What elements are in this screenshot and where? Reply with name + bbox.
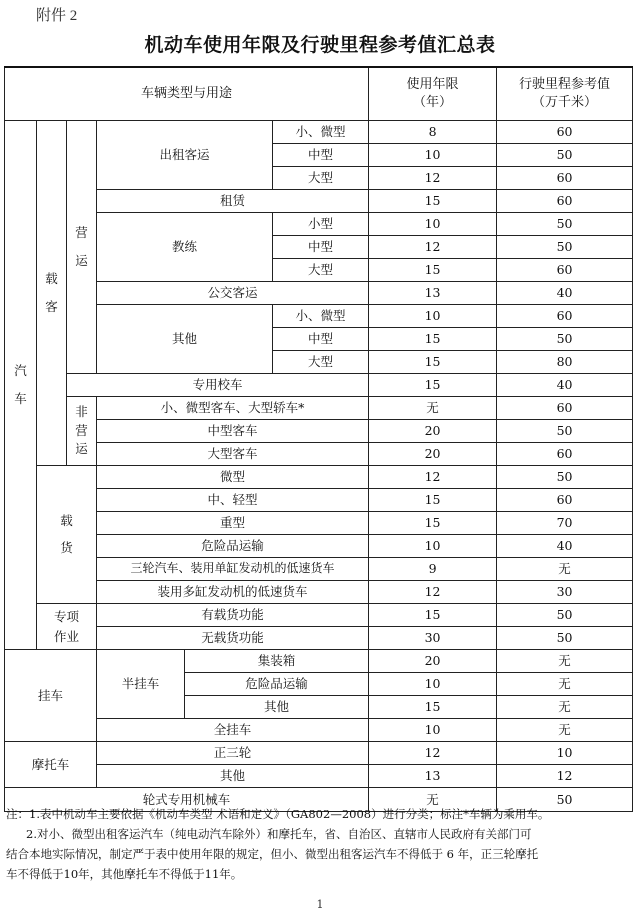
note-line: 2.对小、微型出租客运汽车（纯电动汽车除外）和摩托车，省、自治区、直辖市人民政府有关部门可 <box>26 827 532 841</box>
years-cell: 15 <box>369 512 497 535</box>
subgroup-school-bus: 专用校车 <box>67 374 369 397</box>
years-cell: 8 <box>369 121 497 144</box>
cargo-item: 三轮汽车、装用单缸发动机的低速货车 <box>97 558 369 581</box>
size-cell: 小、微型 <box>273 305 369 328</box>
table-row <box>5 443 633 466</box>
km-cell: 无 <box>497 673 633 696</box>
km-cell: 10 <box>497 742 633 765</box>
col-header-km-label: 行驶里程参考值 <box>519 77 611 93</box>
size-cell: 大型 <box>273 167 369 190</box>
subgroup-bus: 公交客运 <box>97 282 369 305</box>
note-line: 注：1.表中机动车主要依据《机动车类型 术语和定义》（GA802—2008）进行分类；标注*车辆为乘用车。 <box>6 807 550 821</box>
years-cell: 10 <box>369 673 497 696</box>
attachment-label: 附件 2 <box>36 8 78 24</box>
km-cell: 50 <box>497 466 633 489</box>
years-cell: 12 <box>369 742 497 765</box>
nonop-large-bus: 大型客车 <box>97 443 369 466</box>
years-cell: 13 <box>369 282 497 305</box>
subgroup-taxi: 出租客运 <box>97 121 273 190</box>
km-cell: 50 <box>497 627 633 650</box>
subgroup-wheeled-machine: 轮式专用机械车 <box>5 788 369 812</box>
special-item: 无载货功能 <box>97 627 369 650</box>
col-header-km <box>497 67 633 121</box>
table-row <box>5 374 633 397</box>
years-cell: 15 <box>369 259 497 282</box>
km-cell: 50 <box>497 328 633 351</box>
years-cell: 15 <box>369 328 497 351</box>
table-row <box>5 512 633 535</box>
table-row <box>5 121 633 144</box>
km-cell: 30 <box>497 581 633 604</box>
table-row <box>5 213 633 236</box>
size-cell: 大型 <box>273 351 369 374</box>
years-cell: 15 <box>369 351 497 374</box>
years-cell: 12 <box>369 167 497 190</box>
cargo-item: 危险品运输 <box>97 535 369 558</box>
subgroup-full-trailer: 全挂车 <box>97 719 369 742</box>
size-cell: 小型 <box>273 213 369 236</box>
km-cell: 70 <box>497 512 633 535</box>
size-cell: 小、微型 <box>273 121 369 144</box>
years-cell: 15 <box>369 374 497 397</box>
table-row <box>5 719 633 742</box>
motorcycle-item: 其他 <box>97 765 369 788</box>
km-cell: 40 <box>497 282 633 305</box>
page-number: 1 <box>316 898 324 911</box>
km-cell: 无 <box>497 650 633 673</box>
cargo-item: 重型 <box>97 512 369 535</box>
col-header-years <box>369 67 497 121</box>
years-cell: 15 <box>369 489 497 512</box>
years-cell: 9 <box>369 558 497 581</box>
years-cell: 12 <box>369 466 497 489</box>
years-cell: 10 <box>369 144 497 167</box>
table-row <box>5 604 633 627</box>
table-row <box>5 466 633 489</box>
years-cell: 30 <box>369 627 497 650</box>
km-cell: 12 <box>497 765 633 788</box>
col-header-km-unit: （万千米） <box>532 94 598 110</box>
table-row <box>5 420 633 443</box>
group-passenger: 载 客 <box>37 121 67 466</box>
cargo-item: 中、轻型 <box>97 489 369 512</box>
table-row <box>5 397 633 420</box>
summary-table <box>4 66 633 812</box>
cargo-item: 装用多缸发动机的低速货车 <box>97 581 369 604</box>
km-cell: 50 <box>497 213 633 236</box>
km-cell: 60 <box>497 489 633 512</box>
km-cell: 无 <box>497 558 633 581</box>
size-cell: 中型 <box>273 328 369 351</box>
years-cell: 无 <box>369 397 497 420</box>
header-row <box>5 67 633 121</box>
size-cell: 中型 <box>273 236 369 259</box>
table-row <box>5 190 633 213</box>
years-cell: 15 <box>369 696 497 719</box>
trailer-item: 其他 <box>185 696 369 719</box>
table-row <box>5 627 633 650</box>
km-cell: 60 <box>497 259 633 282</box>
motorcycle-item: 正三轮 <box>97 742 369 765</box>
size-cell: 中型 <box>273 144 369 167</box>
years-cell: 20 <box>369 443 497 466</box>
table-row <box>5 535 633 558</box>
table-row <box>5 305 633 328</box>
table-row <box>5 765 633 788</box>
table-row <box>5 581 633 604</box>
years-cell: 12 <box>369 236 497 259</box>
table-row <box>5 282 633 305</box>
cargo-item: 微型 <box>97 466 369 489</box>
note-line: 车不得低于10年，其他摩托车不得低于11年。 <box>6 867 243 881</box>
note-line: 结合本地实际情况，制定严于表中使用年限的规定，但小、微型出租客运汽车不得低于 6 年，正三轮摩托 <box>6 847 539 861</box>
table-row <box>5 558 633 581</box>
km-cell: 50 <box>497 420 633 443</box>
km-cell: 50 <box>497 788 633 812</box>
page-title: 机动车使用年限及行驶里程参考值汇总表 <box>144 34 496 56</box>
subgroup-semitrailer: 半挂车 <box>97 650 185 719</box>
years-cell: 无 <box>369 788 497 812</box>
years-cell: 10 <box>369 305 497 328</box>
nonop-medium-bus: 中型客车 <box>97 420 369 443</box>
km-cell: 60 <box>497 167 633 190</box>
col-header-years-label: 使用年限 <box>406 77 459 93</box>
col-header-type: 车辆类型与用途 <box>5 67 369 121</box>
group-operating: 营 运 <box>67 121 97 374</box>
km-cell: 80 <box>497 351 633 374</box>
size-cell: 大型 <box>273 259 369 282</box>
nonop-small-car: 小、微型客车、大型轿车* <box>97 397 369 420</box>
group-special: 专项 作业 <box>37 604 97 650</box>
km-cell: 40 <box>497 535 633 558</box>
subgroup-training: 教练 <box>97 213 273 282</box>
km-cell: 无 <box>497 696 633 719</box>
km-cell: 50 <box>497 604 633 627</box>
years-cell: 15 <box>369 604 497 627</box>
trailer-item: 集装箱 <box>185 650 369 673</box>
km-cell: 60 <box>497 305 633 328</box>
km-cell: 无 <box>497 719 633 742</box>
years-cell: 20 <box>369 650 497 673</box>
years-cell: 10 <box>369 535 497 558</box>
years-cell: 20 <box>369 420 497 443</box>
group-nonoperating: 非 营 运 <box>67 397 97 466</box>
group-auto: 汽 车 <box>5 121 37 650</box>
subgroup-rental: 租赁 <box>97 190 369 213</box>
table-notes <box>6 804 632 884</box>
km-cell: 60 <box>497 443 633 466</box>
group-motorcycle: 摩托车 <box>5 742 97 788</box>
years-cell: 10 <box>369 719 497 742</box>
years-cell: 10 <box>369 213 497 236</box>
table-row <box>5 489 633 512</box>
subgroup-other: 其他 <box>97 305 273 374</box>
special-item: 有载货功能 <box>97 604 369 627</box>
trailer-item: 危险品运输 <box>185 673 369 696</box>
group-trailer: 挂车 <box>5 650 97 742</box>
table-row <box>5 650 633 673</box>
km-cell: 60 <box>497 121 633 144</box>
km-cell: 60 <box>497 190 633 213</box>
km-cell: 60 <box>497 397 633 420</box>
km-cell: 50 <box>497 144 633 167</box>
years-cell: 15 <box>369 190 497 213</box>
years-cell: 13 <box>369 765 497 788</box>
years-cell: 12 <box>369 581 497 604</box>
col-header-years-unit: （年） <box>413 94 453 110</box>
table-row <box>5 742 633 765</box>
group-cargo: 载 货 <box>37 466 97 604</box>
km-cell: 50 <box>497 236 633 259</box>
km-cell: 40 <box>497 374 633 397</box>
